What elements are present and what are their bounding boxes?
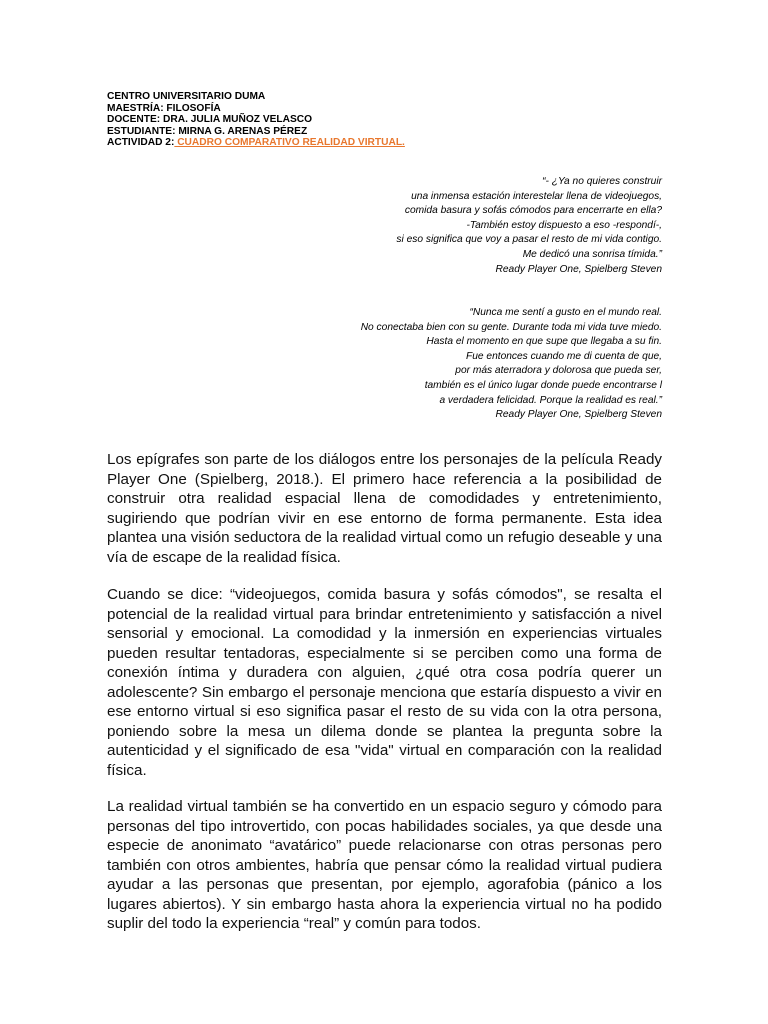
epigraph-line: -También estoy dispuesto a eso -respondí-, [466, 219, 662, 231]
epigraph-line: Fue entonces cuando me di cuenta de que, [466, 350, 662, 362]
epigraph-1 [396, 175, 662, 277]
epigraph-line: “Nunca me sentí a gusto en el mundo real. [469, 307, 662, 318]
body-paragraph: La realidad virtual también se ha convertido en un espacio seguro y cómodo para personas del tipo introvertido, con pocas habilidades sociales, ya que desde una especie de anonimato “avatárico” puede relacionarse con otras personas pero también con otros ambientes, habría que pensar cómo la realidad virtual pudiera ayudar a las personas que presentan, por ejemplo, agorafobia (pánico a los lugares abiertos). Y sin embargo hasta ahora la experiencia virtual no ha podido suplir del todo la experiencia “real” y común para todos. [107, 798, 662, 932]
paragraph-2 [107, 585, 662, 780]
activity-label: ACTIVIDAD 2: [107, 137, 175, 149]
paragraph-1 [107, 450, 662, 567]
paragraph-3 [107, 797, 662, 934]
teacher-line: DOCENTE: DRA. JULIA MUÑOZ VELASCO [107, 114, 313, 126]
epigraph-line: una inmensa estación interestelar llena de videojuegos, [411, 190, 662, 202]
body-paragraph: Cuando se dice: “videojuegos, comida basura y sofás cómodos", se resalta el potencial de la realidad virtual para brindar entretenimiento y satisfacción a nivel sensorial y emocional. La comodidad y la inmersión en experiencias virtuales pueden resultar tentadoras, especialmente si se perciben como una forma de conexión íntima y duradera con alguien, ¿qué otra cosa podría querer un adolescente? Sin embargo el personaje menciona que estaría dispuesto a vivir en ese entorno virtual si eso significa pasar el resto de su vida con la otra persona, poniendo sobre la mesa un dilema donde se plantea la pregunta sobre la autenticidad y el significado de esa "vida" virtual en comparación con la realidad física. [107, 586, 662, 779]
activity-line [107, 137, 405, 149]
epigraph-line: “- ¿Ya no quieres construir [542, 176, 662, 187]
epigraph-line: si eso significa que voy a pasar el resto de mi vida contigo. [396, 234, 662, 246]
epigraph-line: No conectaba bien con su gente. Durante toda mi vida tuve miedo. [360, 321, 662, 333]
epigraph-line: Me dedicó una sonrisa tímida.” [522, 248, 662, 260]
student-line: ESTUDIANTE: MIRNA G. ARENAS PÉREZ [107, 125, 308, 137]
institution-line: CENTRO UNIVERSITARIO DUMA [107, 91, 266, 102]
epigraph-line: también es el único lugar donde puede encontrarse l [424, 379, 662, 391]
document-header [107, 91, 405, 149]
program-line: MAESTRÍA: FILOSOFÍA [107, 102, 221, 114]
epigraph-source: Ready Player One, Spielberg Steven [495, 409, 662, 421]
epigraph-line: por más aterradora y dolorosa que pueda ser, [455, 365, 662, 377]
activity-title: CUADRO COMPARATIVO REALIDAD VIRTUAL. [174, 137, 405, 149]
epigraph-source: Ready Player One, Spielberg Steven [495, 263, 662, 275]
epigraph-line: Hasta el momento en que supe que llegaba a su fin. [426, 336, 662, 348]
epigraph-line: comida basura y sofás cómodos para encerrarte en ella? [404, 205, 662, 217]
epigraph-line: a verdadera felicidad. Porque la realidad es real.” [439, 394, 662, 406]
epigraph-2 [361, 306, 662, 423]
body-paragraph: Los epígrafes son parte de los diálogos entre los personajes de la película Ready Player One (Spielberg, 2018.). El primero hace referencia a la posibilidad de construir otra realidad espacial llena de comodidades y entretenimiento, sugiriendo que podrían vivir en ese entorno de forma permanente. Esta idea plantea una visión seductora de la realidad virtual como un refugio deseable y una vía de escape de la realidad física. [107, 451, 662, 566]
